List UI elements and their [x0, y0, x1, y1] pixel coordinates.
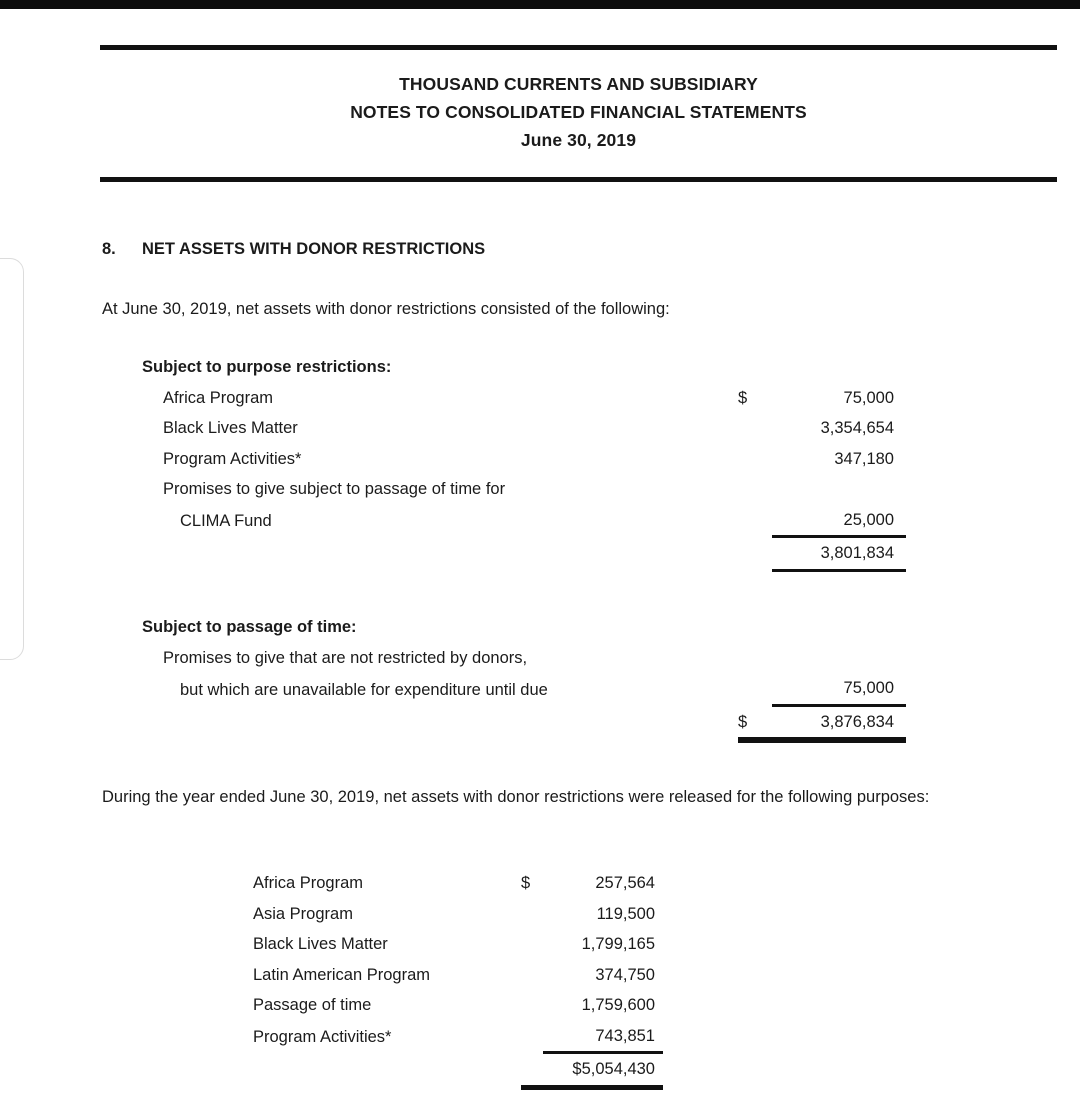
- table-purpose-restrictions: [142, 352, 906, 572]
- row-label: Africa Program: [163, 388, 274, 407]
- section-heading-amount: [772, 612, 906, 643]
- table-row: [253, 990, 663, 1021]
- table-row: [253, 899, 663, 930]
- row-amount: 743,851: [543, 1021, 663, 1053]
- row-currency: [738, 505, 772, 537]
- table-row: [142, 643, 906, 674]
- row-label: CLIMA Fund: [180, 512, 272, 530]
- row-amount: [772, 474, 906, 505]
- table-row: [142, 474, 906, 505]
- table-passage-of-time: [142, 612, 906, 740]
- row-amount: 119,500: [596, 904, 655, 923]
- row-amount: 1,799,165: [581, 935, 655, 953]
- row-label: Black Lives Matter: [163, 419, 298, 437]
- scan-top-bar: [0, 0, 1080, 9]
- row-label: Africa Program: [253, 874, 364, 892]
- total-amount: 3,876,834: [772, 707, 906, 739]
- row-currency: [521, 1021, 543, 1053]
- document-header: [100, 70, 1057, 154]
- header-rule-top: [100, 45, 1057, 50]
- row-currency: [738, 474, 772, 505]
- subtotal-label: [142, 538, 738, 570]
- row-currency: $: [738, 388, 748, 407]
- table-section-heading-row: [142, 352, 906, 383]
- row-label: Latin American Program: [253, 965, 430, 984]
- table-row: [142, 413, 906, 444]
- table-total-row: [142, 707, 906, 739]
- header-statement-title: NOTES TO CONSOLIDATED FINANCIAL STATEMENTS: [350, 102, 807, 122]
- table-subtotal-row: [142, 538, 906, 570]
- section-heading-currency: [738, 352, 772, 383]
- total-amount: $5,054,430: [543, 1054, 663, 1086]
- row-amount: 3,354,654: [820, 419, 894, 437]
- row-label: Black Lives Matter: [253, 935, 388, 953]
- note-heading: [102, 240, 485, 259]
- total-currency: [521, 1054, 543, 1086]
- table-row: [253, 1021, 663, 1053]
- table-row: [142, 673, 906, 705]
- row-label: Asia Program: [253, 904, 353, 923]
- table-total-row: [253, 1054, 663, 1086]
- note-number: 8.: [102, 240, 116, 258]
- row-amount: 25,000: [772, 505, 906, 537]
- total-label: [253, 1054, 521, 1086]
- row-amount: [772, 643, 906, 674]
- table-row: [253, 868, 663, 899]
- total-label: [142, 707, 738, 739]
- table-row: [142, 444, 906, 475]
- intro-paragraph: At June 30, 2019, net assets with donor restrictions consisted of the following:: [102, 300, 670, 318]
- row-currency: [738, 673, 772, 705]
- total-currency: $: [738, 707, 772, 739]
- row-amount: 1,759,600: [581, 996, 655, 1014]
- row-currency: [738, 643, 772, 674]
- header-statement-date: June 30, 2019: [520, 130, 637, 150]
- table-row: [253, 929, 663, 960]
- table-released-from-restrictions: [253, 868, 663, 1088]
- page-edge-artifact: [0, 258, 24, 660]
- row-currency: [521, 990, 543, 1021]
- table-row: [142, 383, 906, 414]
- row-amount: 75,000: [772, 673, 906, 705]
- table-section-heading-row: [142, 612, 906, 643]
- table-row: [253, 960, 663, 991]
- table-row: [142, 505, 906, 537]
- header-organization-name: THOUSAND CURRENTS AND SUBSIDIARY: [399, 74, 758, 94]
- row-label: Program Activities*: [253, 1028, 392, 1046]
- row-currency: [521, 929, 543, 960]
- row-currency: [521, 899, 543, 930]
- row-label: Promises to give subject to passage of time for: [163, 480, 506, 498]
- released-paragraph: During the year ended June 30, 2019, net assets with donor restrictions were released for the following purposes:: [102, 788, 930, 806]
- row-label: Promises to give that are not restricted by donors,: [163, 648, 528, 667]
- row-amount: 75,000: [843, 388, 894, 407]
- subtotal-amount: 3,801,834: [772, 538, 906, 570]
- row-amount: 257,564: [595, 874, 655, 892]
- row-currency: [738, 444, 772, 475]
- row-label: but which are unavailable for expenditure until due: [180, 680, 548, 699]
- row-amount: 347,180: [834, 449, 894, 468]
- row-currency: $: [521, 874, 531, 892]
- section-heading-currency: [738, 612, 772, 643]
- header-rule-bottom: [100, 177, 1057, 182]
- note-title: NET ASSETS WITH DONOR RESTRICTIONS: [142, 240, 486, 258]
- row-label: Program Activities*: [163, 449, 302, 468]
- row-currency: [738, 413, 772, 444]
- section-heading-label: Subject to passage of time:: [142, 618, 357, 636]
- section-heading-label: Subject to purpose restrictions:: [142, 358, 392, 376]
- row-currency: [521, 960, 543, 991]
- section-heading-amount: [772, 352, 906, 383]
- row-amount: 374,750: [595, 965, 655, 984]
- row-label: Passage of time: [253, 996, 372, 1014]
- subtotal-currency: [738, 538, 772, 570]
